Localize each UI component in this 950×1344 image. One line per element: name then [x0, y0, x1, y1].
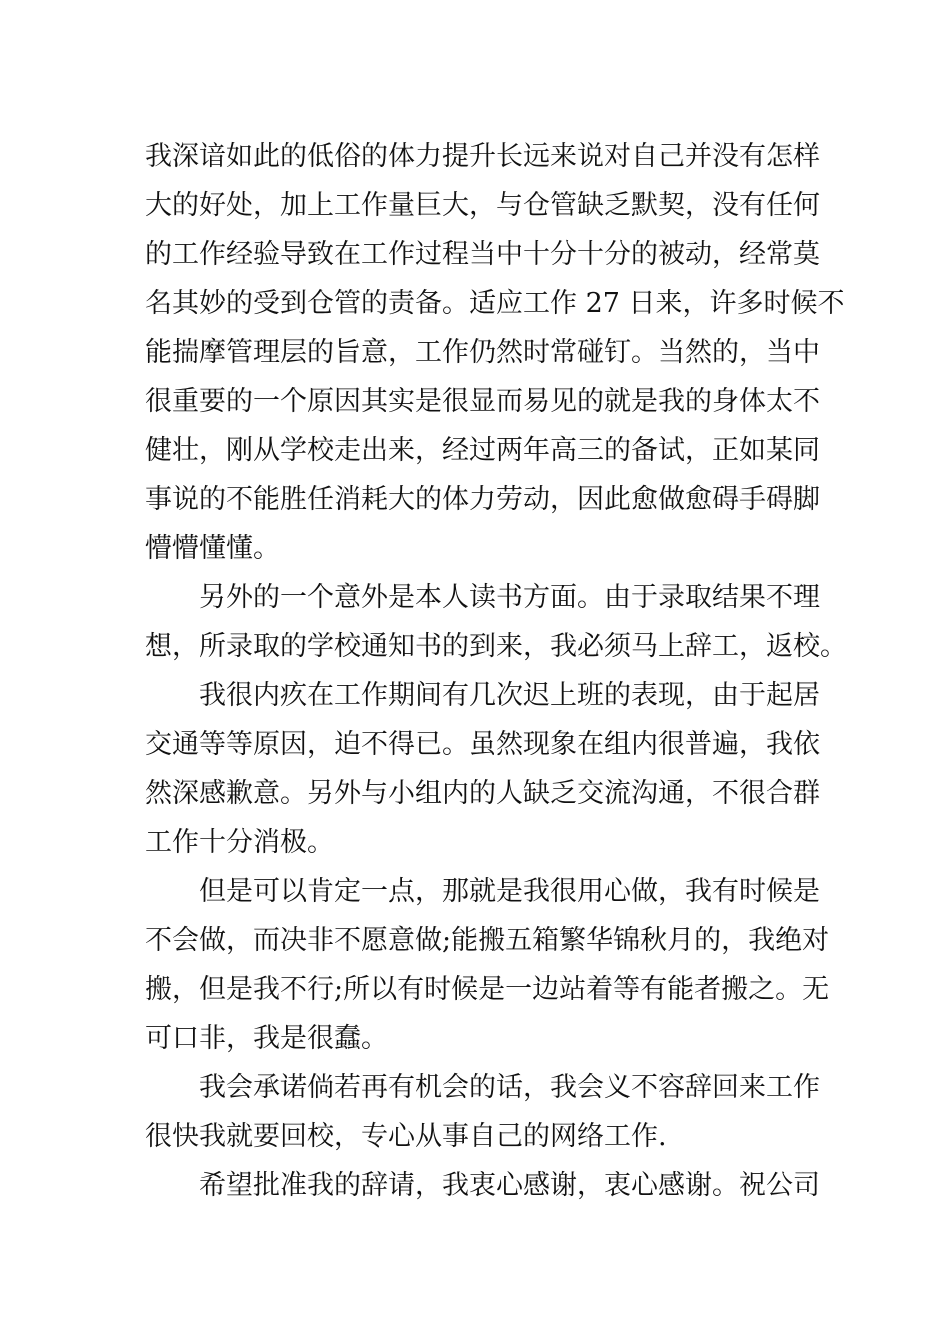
- text-line-13: 交通等等原因，迫不得已。虽然现象在组内很普遍，我依: [145, 729, 820, 760]
- text-line-5: 能揣摩管理层的旨意，工作仍然时常碰钉。当然的，当中: [145, 337, 820, 368]
- text-line-2: 大的好处，加上工作量巨大，与仓管缺乏默契，没有任何: [145, 190, 820, 221]
- text-line-17: 不会做，而决非不愿意做;能搬五箱繁华锦秋月的，我绝对: [145, 925, 830, 956]
- text-line-21: 很快我就要回校，专心从事自己的网络工作.: [145, 1121, 667, 1152]
- text-line-20: 我会承诺倘若再有机会的话，我会义不容辞回来工作: [199, 1072, 820, 1103]
- text-line-3: 的工作经验导致在工作过程当中十分十分的被动，经常莫: [145, 239, 820, 270]
- text-line-22: 希望批准我的辞请，我衷心感谢，衷心感谢。祝公司: [199, 1170, 820, 1201]
- text-line-9: 懵懵懂懂。: [145, 533, 280, 564]
- text-line-8: 事说的不能胜任消耗大的体力劳动，因此愈做愈碍手碍脚: [145, 484, 820, 515]
- text-line-6: 很重要的一个原因其实是很显而易见的就是我的身体太不: [145, 386, 820, 417]
- text-line-16: 但是可以肯定一点，那就是我很用心做，我有时候是: [199, 876, 820, 907]
- text-line-15: 工作十分消极。: [145, 827, 334, 858]
- letter-body: [145, 132, 847, 1210]
- text-line-1: 我深谙如此的低俗的体力提升长远来说对自己并没有怎样: [145, 141, 820, 172]
- text-line-4: 名其妙的受到仓管的责备。适应工作 27 日来，许多时候不: [145, 288, 845, 319]
- text-line-11: 想，所录取的学校通知书的到来，我必须马上辞工，返校。: [145, 631, 847, 662]
- text-line-7: 健壮，刚从学校走出来，经过两年高三的备试，正如某同: [145, 435, 820, 466]
- text-line-18: 搬，但是我不行;所以有时候是一边站着等有能者搬之。无: [145, 974, 830, 1005]
- text-line-10: 另外的一个意外是本人读书方面。由于录取结果不理: [199, 582, 820, 613]
- text-line-14: 然深感歉意。另外与小组内的人缺乏交流沟通，不很合群: [145, 778, 820, 809]
- text-line-19: 可口非，我是很蠢。: [145, 1023, 388, 1054]
- text-line-12: 我很内疚在工作期间有几次迟上班的表现，由于起居: [199, 680, 820, 711]
